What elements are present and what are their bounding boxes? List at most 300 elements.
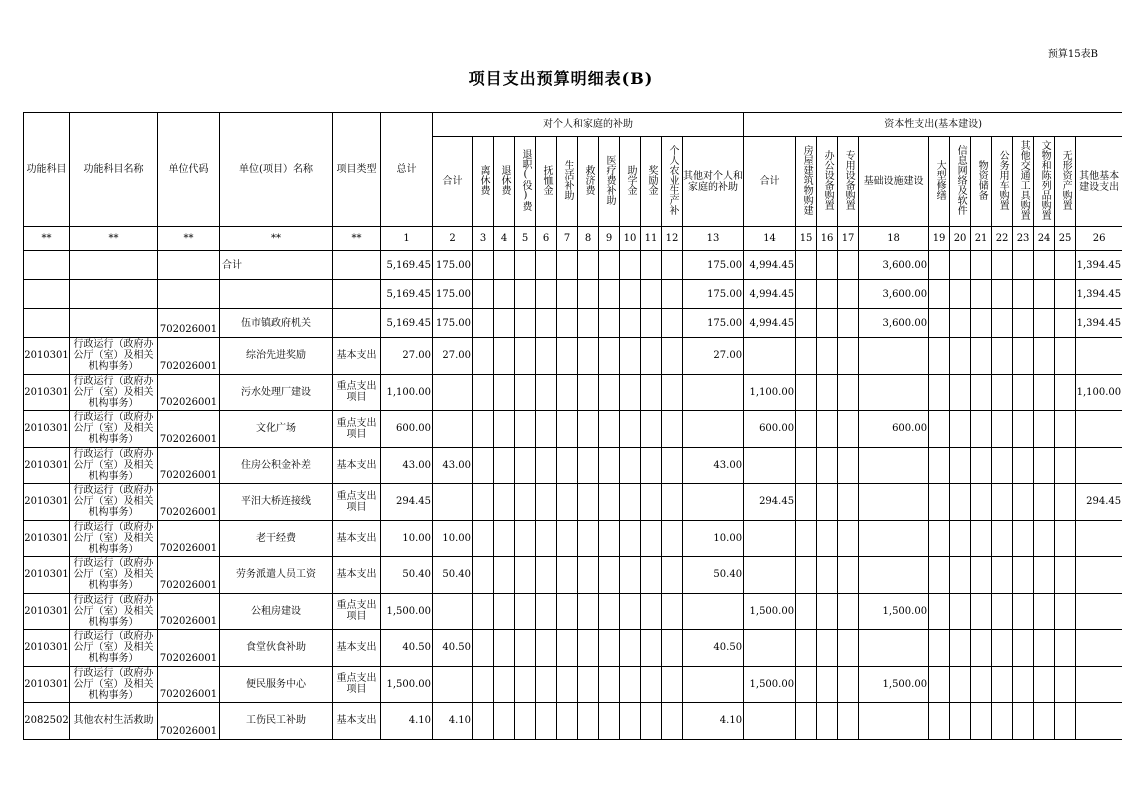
total-cell: 600.00 bbox=[381, 411, 433, 448]
empty-cell bbox=[971, 557, 992, 594]
index-cell: 23 bbox=[1013, 227, 1034, 251]
func-code-cell: 2082502 bbox=[24, 703, 70, 740]
empty-cell bbox=[796, 557, 817, 594]
func-code-cell: 2010301 bbox=[24, 447, 70, 484]
empty-cell bbox=[838, 251, 859, 280]
empty-cell bbox=[971, 703, 992, 740]
capital-other-cell: 1,100.00 bbox=[1076, 374, 1122, 411]
capital-total-cell bbox=[744, 338, 796, 375]
personal-total-cell: 175.00 bbox=[433, 280, 473, 309]
empty-cell bbox=[620, 666, 641, 703]
empty-cell bbox=[578, 280, 599, 309]
personal-col-2 bbox=[494, 137, 515, 227]
capital-infra-cell: 3,600.00 bbox=[859, 251, 929, 280]
capital-total-cell: 4,994.45 bbox=[744, 280, 796, 309]
personal-total-cell bbox=[433, 666, 473, 703]
project-type-cell: 重点支出项目 bbox=[333, 666, 381, 703]
empty-cell bbox=[1013, 447, 1034, 484]
empty-cell bbox=[599, 411, 620, 448]
empty-cell bbox=[929, 484, 950, 521]
empty-cell bbox=[1055, 630, 1076, 667]
unit-name-cell: 住房公积金补差 bbox=[220, 447, 333, 484]
capital-col-label: 其他交通工具购置 bbox=[1018, 140, 1030, 220]
project-type-cell bbox=[333, 280, 381, 309]
empty-cell bbox=[515, 557, 536, 594]
empty-cell bbox=[929, 703, 950, 740]
table-row bbox=[24, 411, 1122, 448]
empty-cell bbox=[662, 374, 683, 411]
empty-cell bbox=[662, 447, 683, 484]
total-cell: 1,500.00 bbox=[381, 593, 433, 630]
empty-cell bbox=[817, 557, 838, 594]
unit-name-cell: 劳务派遣人员工资 bbox=[220, 557, 333, 594]
col-total: 总计 bbox=[381, 113, 433, 227]
index-cell: 17 bbox=[838, 227, 859, 251]
empty-cell bbox=[796, 338, 817, 375]
empty-cell bbox=[662, 593, 683, 630]
empty-cell bbox=[1034, 520, 1055, 557]
capital-col-3 bbox=[838, 137, 859, 227]
capital-infra-cell: 1,500.00 bbox=[859, 666, 929, 703]
empty-cell bbox=[473, 280, 494, 309]
index-cell: 21 bbox=[971, 227, 992, 251]
empty-cell bbox=[494, 666, 515, 703]
empty-cell bbox=[557, 520, 578, 557]
empty-cell bbox=[620, 338, 641, 375]
unit-code-cell: 702026001 bbox=[158, 447, 220, 484]
empty-cell bbox=[1055, 309, 1076, 338]
empty-cell bbox=[557, 309, 578, 338]
empty-cell bbox=[929, 447, 950, 484]
empty-cell bbox=[838, 703, 859, 740]
empty-cell bbox=[473, 593, 494, 630]
capital-col-label: 公务用车购置 bbox=[997, 150, 1009, 210]
index-cell: 25 bbox=[1055, 227, 1076, 251]
unit-code-cell: 702026001 bbox=[158, 338, 220, 375]
table-row bbox=[24, 557, 1122, 594]
empty-cell bbox=[796, 593, 817, 630]
empty-cell bbox=[817, 666, 838, 703]
personal-col-11 bbox=[683, 137, 744, 227]
empty-cell bbox=[599, 520, 620, 557]
personal-other-cell bbox=[683, 593, 744, 630]
unit-code-cell: 702026001 bbox=[158, 630, 220, 667]
empty-cell bbox=[950, 593, 971, 630]
func-name-cell bbox=[70, 309, 158, 338]
empty-cell bbox=[1013, 411, 1034, 448]
empty-cell bbox=[494, 484, 515, 521]
empty-cell bbox=[817, 703, 838, 740]
empty-cell bbox=[494, 338, 515, 375]
empty-cell bbox=[515, 338, 536, 375]
empty-cell bbox=[599, 630, 620, 667]
empty-cell bbox=[557, 703, 578, 740]
empty-cell bbox=[641, 557, 662, 594]
total-cell: 294.45 bbox=[381, 484, 433, 521]
empty-cell bbox=[536, 666, 557, 703]
personal-total-cell: 10.00 bbox=[433, 520, 473, 557]
project-type-cell: 基本支出 bbox=[333, 447, 381, 484]
personal-total-cell bbox=[433, 374, 473, 411]
col-project-type: 项目类型 bbox=[333, 113, 381, 227]
empty-cell bbox=[662, 251, 683, 280]
unit-name-cell: 食堂伙食补助 bbox=[220, 630, 333, 667]
func-name-cell: 行政运行（政府办公厅（室）及相关机构事务） bbox=[70, 593, 158, 630]
index-cell: ** bbox=[158, 227, 220, 251]
header-row-group bbox=[24, 113, 1122, 137]
capital-col-label: 文物和陈列品购置 bbox=[1039, 140, 1051, 220]
unit-name-cell: 平汨大桥连接线 bbox=[220, 484, 333, 521]
empty-cell bbox=[515, 280, 536, 309]
empty-cell bbox=[536, 411, 557, 448]
personal-col-5 bbox=[557, 137, 578, 227]
capital-other-cell bbox=[1076, 411, 1122, 448]
empty-cell bbox=[1034, 251, 1055, 280]
empty-cell bbox=[1034, 557, 1055, 594]
project-type-cell: 基本支出 bbox=[333, 520, 381, 557]
project-type-cell: 重点支出项目 bbox=[333, 374, 381, 411]
empty-cell bbox=[473, 251, 494, 280]
empty-cell bbox=[620, 374, 641, 411]
empty-cell bbox=[971, 630, 992, 667]
empty-cell bbox=[817, 593, 838, 630]
empty-cell bbox=[796, 374, 817, 411]
empty-cell bbox=[641, 593, 662, 630]
empty-cell bbox=[1013, 703, 1034, 740]
empty-cell bbox=[838, 593, 859, 630]
personal-other-cell bbox=[683, 484, 744, 521]
index-cell: 1 bbox=[381, 227, 433, 251]
empty-cell bbox=[1034, 630, 1055, 667]
index-cell: 12 bbox=[662, 227, 683, 251]
empty-cell bbox=[817, 447, 838, 484]
capital-col-4 bbox=[859, 137, 929, 227]
empty-cell bbox=[950, 666, 971, 703]
personal-other-cell: 175.00 bbox=[683, 309, 744, 338]
empty-cell bbox=[494, 703, 515, 740]
index-cell: 6 bbox=[536, 227, 557, 251]
empty-cell bbox=[662, 338, 683, 375]
project-type-cell: 基本支出 bbox=[333, 338, 381, 375]
unit-name-cell: 污水处理厂建设 bbox=[220, 374, 333, 411]
unit-code-cell: 702026001 bbox=[158, 666, 220, 703]
empty-cell bbox=[578, 520, 599, 557]
empty-cell bbox=[929, 593, 950, 630]
empty-cell bbox=[1055, 593, 1076, 630]
empty-cell bbox=[599, 484, 620, 521]
empty-cell bbox=[536, 630, 557, 667]
table-row bbox=[24, 338, 1122, 375]
personal-total-cell: 4.10 bbox=[433, 703, 473, 740]
capital-col-label: 专用设备购置 bbox=[843, 150, 855, 210]
empty-cell bbox=[578, 593, 599, 630]
func-name-cell: 行政运行（政府办公厅（室）及相关机构事务） bbox=[70, 374, 158, 411]
table-row bbox=[24, 251, 1122, 280]
personal-other-cell: 175.00 bbox=[683, 280, 744, 309]
table-row bbox=[24, 593, 1122, 630]
empty-cell bbox=[796, 484, 817, 521]
empty-cell bbox=[557, 251, 578, 280]
unit-code-cell: 702026001 bbox=[158, 411, 220, 448]
empty-cell bbox=[817, 251, 838, 280]
total-cell: 4.10 bbox=[381, 703, 433, 740]
capital-other-cell bbox=[1076, 447, 1122, 484]
personal-col-label: 合计 bbox=[442, 176, 463, 187]
empty-cell bbox=[515, 447, 536, 484]
empty-cell bbox=[838, 280, 859, 309]
empty-cell bbox=[641, 666, 662, 703]
empty-cell bbox=[536, 309, 557, 338]
empty-cell bbox=[578, 557, 599, 594]
empty-cell bbox=[515, 593, 536, 630]
empty-cell bbox=[1055, 520, 1076, 557]
empty-cell bbox=[950, 338, 971, 375]
personal-col-4 bbox=[536, 137, 557, 227]
empty-cell bbox=[796, 411, 817, 448]
func-code-cell: 2010301 bbox=[24, 666, 70, 703]
index-cell: 10 bbox=[620, 227, 641, 251]
capital-col-8 bbox=[992, 137, 1013, 227]
project-type-cell: 基本支出 bbox=[333, 630, 381, 667]
personal-total-cell: 40.50 bbox=[433, 630, 473, 667]
empty-cell bbox=[950, 374, 971, 411]
empty-cell bbox=[473, 557, 494, 594]
total-cell: 1,500.00 bbox=[381, 666, 433, 703]
personal-col-label: 抚恤金 bbox=[541, 165, 552, 195]
unit-name-cell: 工伤民工补助 bbox=[220, 703, 333, 740]
empty-cell bbox=[838, 484, 859, 521]
empty-cell bbox=[662, 411, 683, 448]
empty-cell bbox=[515, 630, 536, 667]
empty-cell bbox=[971, 309, 992, 338]
unit-name-cell: 综治先进奖励 bbox=[220, 338, 333, 375]
empty-cell bbox=[817, 630, 838, 667]
table-row bbox=[24, 280, 1122, 309]
empty-cell bbox=[1013, 593, 1034, 630]
capital-total-cell: 1,100.00 bbox=[744, 374, 796, 411]
empty-cell bbox=[494, 374, 515, 411]
empty-cell bbox=[515, 520, 536, 557]
index-cell: 26 bbox=[1076, 227, 1122, 251]
capital-total-cell bbox=[744, 630, 796, 667]
personal-col-label: 助学金 bbox=[625, 165, 636, 195]
capital-total-cell: 4,994.45 bbox=[744, 309, 796, 338]
empty-cell bbox=[515, 484, 536, 521]
empty-cell bbox=[817, 374, 838, 411]
empty-cell bbox=[992, 484, 1013, 521]
empty-cell bbox=[971, 520, 992, 557]
empty-cell bbox=[578, 411, 599, 448]
empty-cell bbox=[557, 374, 578, 411]
empty-cell bbox=[578, 447, 599, 484]
empty-cell bbox=[1034, 338, 1055, 375]
empty-cell bbox=[599, 374, 620, 411]
capital-col-label: 信息网络及软件 bbox=[955, 145, 967, 215]
empty-cell bbox=[950, 484, 971, 521]
personal-total-cell bbox=[433, 593, 473, 630]
empty-cell bbox=[473, 703, 494, 740]
capital-infra-cell: 1,500.00 bbox=[859, 593, 929, 630]
project-type-cell: 重点支出项目 bbox=[333, 484, 381, 521]
index-cell: ** bbox=[220, 227, 333, 251]
table-row bbox=[24, 484, 1122, 521]
empty-cell bbox=[578, 309, 599, 338]
empty-cell bbox=[536, 280, 557, 309]
empty-cell bbox=[599, 666, 620, 703]
capital-other-cell bbox=[1076, 520, 1122, 557]
capital-other-cell: 1,394.45 bbox=[1076, 309, 1122, 338]
unit-name-cell: 便民服务中心 bbox=[220, 666, 333, 703]
table-row bbox=[24, 703, 1122, 740]
empty-cell bbox=[557, 484, 578, 521]
empty-cell bbox=[1055, 374, 1076, 411]
index-cell: 15 bbox=[796, 227, 817, 251]
empty-cell bbox=[473, 411, 494, 448]
empty-cell bbox=[929, 374, 950, 411]
empty-cell bbox=[620, 630, 641, 667]
func-code-cell bbox=[24, 309, 70, 338]
capital-col-label: 基础设施建设 bbox=[863, 176, 924, 187]
index-cell: 20 bbox=[950, 227, 971, 251]
empty-cell bbox=[536, 703, 557, 740]
unit-code-cell: 702026001 bbox=[158, 520, 220, 557]
personal-total-cell: 43.00 bbox=[433, 447, 473, 484]
capital-total-cell bbox=[744, 703, 796, 740]
empty-cell bbox=[494, 593, 515, 630]
empty-cell bbox=[1055, 447, 1076, 484]
empty-cell bbox=[494, 251, 515, 280]
func-name-cell bbox=[70, 280, 158, 309]
index-cell: ** bbox=[70, 227, 158, 251]
empty-cell bbox=[838, 447, 859, 484]
capital-infra-cell bbox=[859, 338, 929, 375]
empty-cell bbox=[473, 630, 494, 667]
empty-cell bbox=[620, 484, 641, 521]
index-cell: 8 bbox=[578, 227, 599, 251]
empty-cell bbox=[838, 309, 859, 338]
personal-col-label: 退职(役)费 bbox=[520, 149, 531, 211]
empty-cell bbox=[641, 280, 662, 309]
func-code-cell bbox=[24, 251, 70, 280]
empty-cell bbox=[662, 484, 683, 521]
col-func-name: 功能科目名称 bbox=[70, 113, 158, 227]
empty-cell bbox=[929, 630, 950, 667]
empty-cell bbox=[599, 593, 620, 630]
unit-name-cell: 伍市镇政府机关 bbox=[220, 309, 333, 338]
project-type-cell bbox=[333, 251, 381, 280]
col-unit-name: 单位(项目）名称 bbox=[220, 113, 333, 227]
empty-cell bbox=[796, 309, 817, 338]
index-cell: ** bbox=[24, 227, 70, 251]
unit-name-cell: 文化广场 bbox=[220, 411, 333, 448]
empty-cell bbox=[1055, 280, 1076, 309]
empty-cell bbox=[557, 593, 578, 630]
empty-cell bbox=[992, 309, 1013, 338]
empty-cell bbox=[578, 338, 599, 375]
empty-cell bbox=[662, 309, 683, 338]
unit-code-cell bbox=[158, 251, 220, 280]
empty-cell bbox=[620, 703, 641, 740]
empty-cell bbox=[641, 309, 662, 338]
empty-cell bbox=[536, 251, 557, 280]
empty-cell bbox=[662, 630, 683, 667]
func-code-cell: 2010301 bbox=[24, 630, 70, 667]
empty-cell bbox=[620, 557, 641, 594]
empty-cell bbox=[557, 338, 578, 375]
empty-cell bbox=[950, 447, 971, 484]
capital-total-cell: 600.00 bbox=[744, 411, 796, 448]
empty-cell bbox=[599, 338, 620, 375]
personal-col-label: 离休费 bbox=[478, 165, 489, 195]
empty-cell bbox=[971, 593, 992, 630]
personal-other-cell: 10.00 bbox=[683, 520, 744, 557]
unit-code-cell: 702026001 bbox=[158, 703, 220, 740]
empty-cell bbox=[796, 251, 817, 280]
empty-cell bbox=[515, 309, 536, 338]
index-cell: 11 bbox=[641, 227, 662, 251]
empty-cell bbox=[950, 557, 971, 594]
empty-cell bbox=[1055, 666, 1076, 703]
empty-cell bbox=[536, 447, 557, 484]
empty-cell bbox=[796, 447, 817, 484]
empty-cell bbox=[971, 666, 992, 703]
empty-cell bbox=[1013, 374, 1034, 411]
empty-cell bbox=[992, 593, 1013, 630]
empty-cell bbox=[1055, 557, 1076, 594]
page-title: 项目支出预算明细表(B) bbox=[468, 69, 654, 88]
capital-col-label: 大型修缮 bbox=[934, 160, 946, 200]
capital-col-2 bbox=[817, 137, 838, 227]
func-name-cell: 行政运行（政府办公厅（室）及相关机构事务） bbox=[70, 338, 158, 375]
empty-cell bbox=[971, 374, 992, 411]
capital-other-cell bbox=[1076, 557, 1122, 594]
unit-name-cell bbox=[220, 280, 333, 309]
func-name-cell: 行政运行（政府办公厅（室）及相关机构事务） bbox=[70, 557, 158, 594]
total-cell: 43.00 bbox=[381, 447, 433, 484]
project-type-cell: 基本支出 bbox=[333, 557, 381, 594]
empty-cell bbox=[536, 557, 557, 594]
empty-cell bbox=[473, 666, 494, 703]
empty-cell bbox=[494, 520, 515, 557]
empty-cell bbox=[817, 484, 838, 521]
index-cell: 16 bbox=[817, 227, 838, 251]
table-row bbox=[24, 309, 1122, 338]
personal-col-8 bbox=[620, 137, 641, 227]
table-row bbox=[24, 630, 1122, 667]
empty-cell bbox=[494, 309, 515, 338]
empty-cell bbox=[1034, 666, 1055, 703]
empty-cell bbox=[992, 338, 1013, 375]
capital-col-label: 房屋建筑物购建 bbox=[801, 145, 813, 215]
func-name-cell: 行政运行（政府办公厅（室）及相关机构事务） bbox=[70, 520, 158, 557]
empty-cell bbox=[929, 666, 950, 703]
empty-cell bbox=[1013, 666, 1034, 703]
index-cell: 13 bbox=[683, 227, 744, 251]
empty-cell bbox=[494, 411, 515, 448]
capital-col-5 bbox=[929, 137, 950, 227]
empty-cell bbox=[578, 374, 599, 411]
empty-cell bbox=[1055, 484, 1076, 521]
empty-cell bbox=[929, 557, 950, 594]
empty-cell bbox=[971, 447, 992, 484]
empty-cell bbox=[473, 447, 494, 484]
empty-cell bbox=[641, 484, 662, 521]
project-type-cell bbox=[333, 309, 381, 338]
total-cell: 50.40 bbox=[381, 557, 433, 594]
total-cell: 5,169.45 bbox=[381, 280, 433, 309]
capital-infra-cell bbox=[859, 374, 929, 411]
empty-cell bbox=[620, 411, 641, 448]
